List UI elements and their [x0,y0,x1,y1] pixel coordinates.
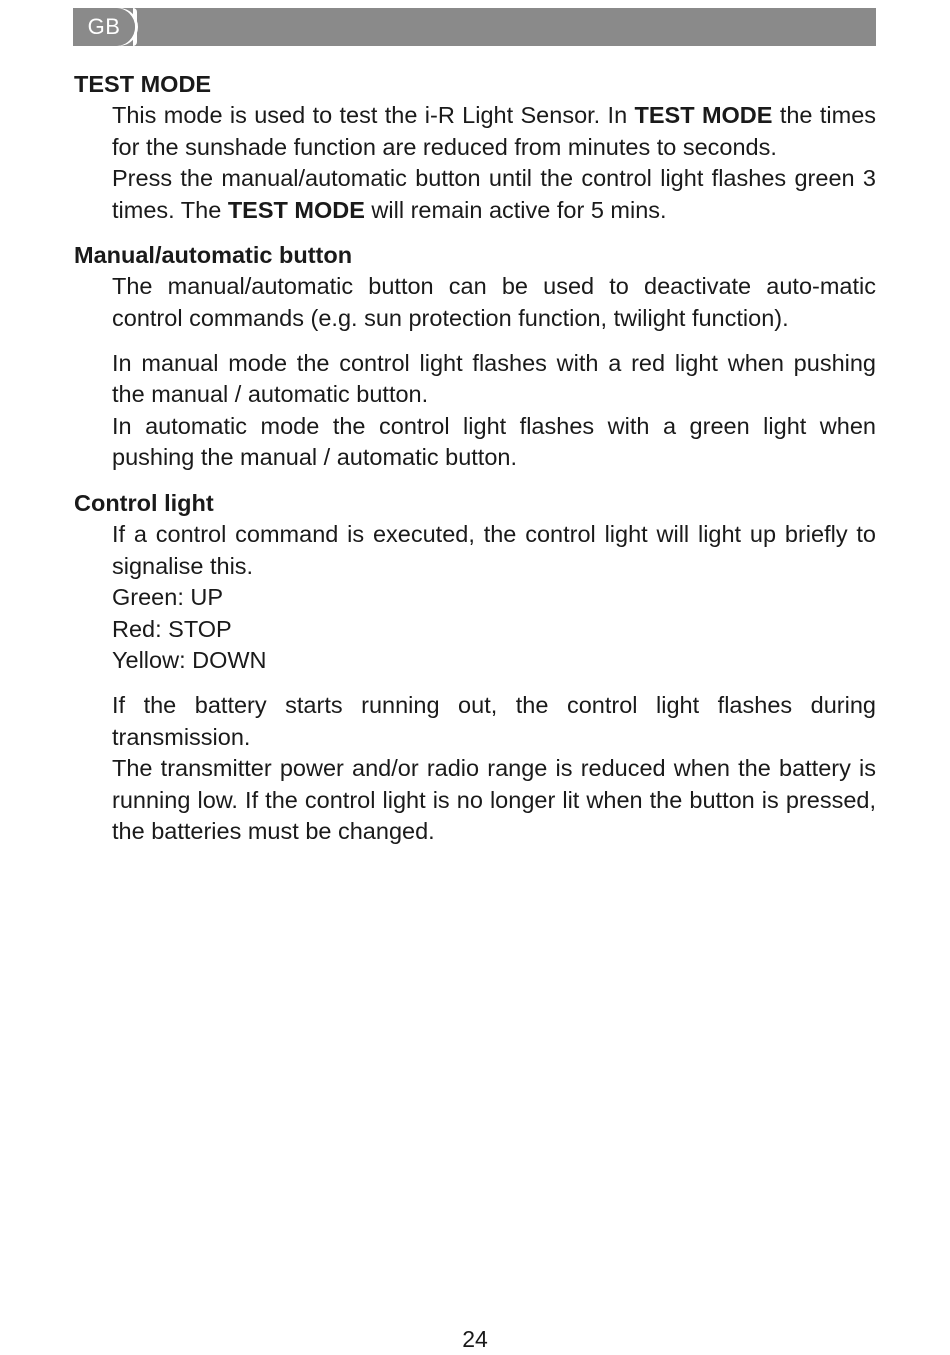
text-run: Press the manual/automatic button until the control light flashes green 3 times. The [112,165,876,223]
text-run: will remain active for 5 mins. [364,196,667,223]
paragraph: The transmitter power and/or radio range is reduced when the battery is running low. If the control light is no longer lit when the button is pressed, the batteries must be changed. [112,755,876,845]
light-color-red: Red: STOP [112,615,232,642]
section-heading: TEST MODE [74,71,212,97]
paragraph: If a control command is executed, the control light will light up briefly to signalise this. [112,520,876,579]
language-badge-label: GB [73,8,135,46]
emphasis: TEST MODE [227,196,365,223]
paragraph [112,163,876,226]
page-number: 24 [462,1326,488,1352]
light-color-green: Green: UP [112,584,224,611]
paragraph: The manual/automatic button can be used to deactivate auto-matic control commands (e.g. sun protection function, twilight function). [112,273,876,331]
header-bar [73,8,876,46]
paragraph: In automatic mode the control light flashes with a green light when pushing the manual / automatic button. [112,412,876,471]
text-run: This mode is used to test the i-R Light Sensor. In [112,102,635,128]
language-badge [73,8,135,46]
document-content [74,68,876,848]
paragraph: If the battery starts running out, the control light flashes during transmission. [112,691,876,750]
section-test-mode [74,68,876,226]
section-heading: Control light [74,489,214,516]
light-color-yellow: Yellow: DOWN [112,647,267,674]
section-heading: Manual/automatic button [74,242,353,269]
paragraph [112,100,876,163]
text-run: the times for the sunshade function are reduced from minutes to seconds. [112,102,877,160]
emphasis: TEST MODE [634,102,773,128]
section-control-light [74,487,876,848]
section-manual-automatic-button [74,239,876,474]
paragraph: In manual mode the control light flashes with a red light when pushing the manual / automatic button. [112,349,876,408]
